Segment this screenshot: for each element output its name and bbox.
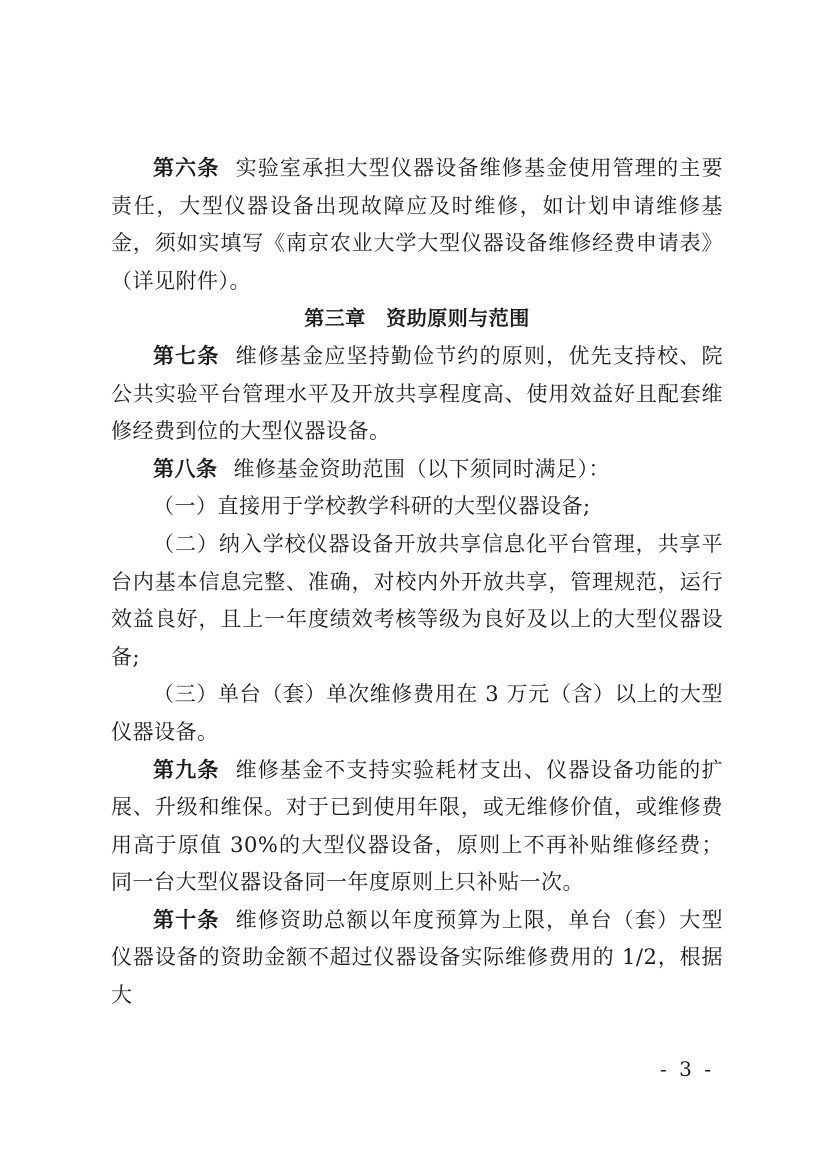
- page-number: - 3 -: [660, 1057, 714, 1081]
- article-8-item-1: （一）直接用于学校教学科研的大型仪器设备;: [153, 494, 591, 519]
- document-body: [111, 150, 723, 1015]
- article-6-label: 第六条: [153, 156, 220, 180]
- article-8-label: 第八条: [153, 456, 218, 481]
- article-8-item-3: （三）单台（套）单次维修费用在 3 万元（含）以上的大型仪器设备。: [111, 682, 723, 744]
- article-10: [111, 902, 723, 1015]
- article-9-text: 维修基金不支持实验耗材支出、仪器设备功能的扩展、升级和维保。对于已到使用年限，或无维修价值，或维修费用高于原值 30%的大型仪器设备，原则上不再补贴维修经费；同一台大型仪器设备同一年度原则上只补贴一次。: [111, 757, 723, 895]
- chapter-3-heading: 第三章 资助原则与范围: [304, 306, 530, 331]
- article-6: [111, 150, 723, 300]
- article-10-text: 维修资助总额以年度预算为上限，单台（套）大型仪器设备的资助金额不超过仪器设备实际维修费用的 1/2，根据大: [111, 907, 723, 1008]
- article-7-text: 维修基金应坚持勤俭节约的原则，优先支持校、院公共实验平台管理水平及开放共享程度高、使用效益好且配套维修经费到位的大型仪器设备。: [111, 343, 723, 444]
- article-9-label: 第九条: [153, 757, 220, 782]
- article-7-label: 第七条: [153, 343, 220, 368]
- article-10-label: 第十条: [153, 907, 220, 932]
- article-7: [111, 338, 723, 451]
- article-9: [111, 752, 723, 902]
- article-6-text: 实验室承担大型仪器设备维修基金使用管理的主要责任，大型仪器设备出现故障应及时维修，如计划申请维修基金，须如实填写《南京农业大学大型仪器设备维修经费申请表》（详见附件）。: [111, 156, 723, 293]
- article-8-item-2: （二）纳入学校仪器设备开放共享信息化平台管理，共享平台内基本信息完整、准确，对校内外开放共享，管理规范，运行效益良好，且上一年度绩效考核等级为良好及以上的大型仪器设备;: [111, 531, 723, 669]
- article-8-text: 维修基金资助范围（以下须同时满足）：: [233, 456, 610, 481]
- article-8: [111, 451, 723, 489]
